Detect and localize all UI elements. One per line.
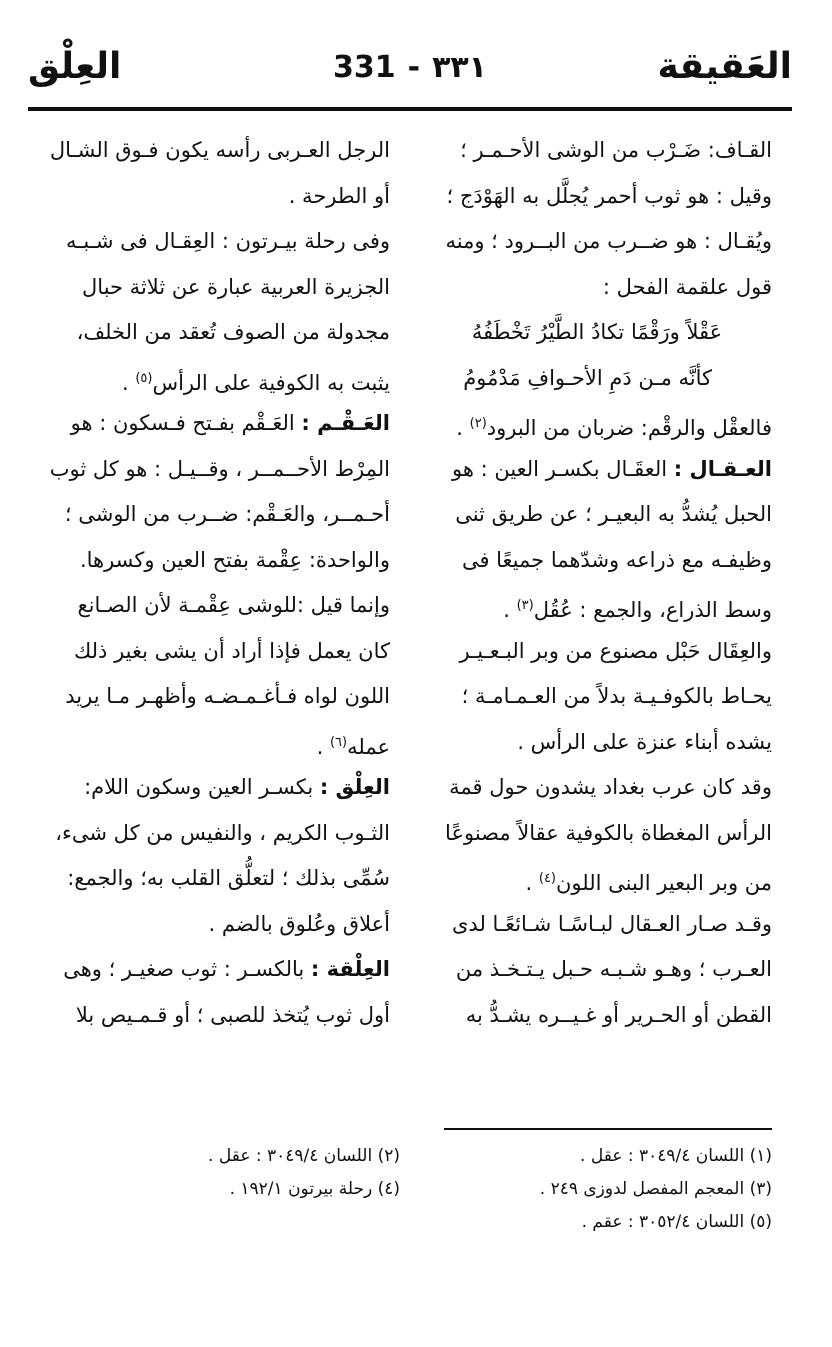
footnote: (٥) اللسان ٣٠٥٢/٤ : عقم .: [581, 1212, 772, 1232]
text-line: [422, 265, 772, 311]
line-text: وإنما قيل :للوشى عِقْمـة لأن الصـانع: [77, 593, 390, 617]
footnote-reference: (٣): [516, 598, 534, 613]
line-punctuation: .: [503, 598, 517, 622]
text-line: [422, 310, 772, 356]
line-text: القـاف: ضَـرْب من الوشى الأحـمـر ؛: [460, 138, 772, 162]
line-text: ويُقـال : هو ضــرب من البــرود ؛ ومنه: [445, 229, 772, 253]
page-number-separator: -: [407, 50, 421, 85]
line-text: مجدولة من الصوف تُعقد من الخلف،: [76, 320, 390, 344]
line-text: وظيفـه مع ذراعه وشدّهما جميعًا فى: [461, 547, 772, 572]
text-line: [40, 856, 390, 902]
footnote: (٤) رحلة بيرتون ١٩٢/١ .: [229, 1179, 400, 1199]
line-text: كان يعمل فإذا أراد أن يشى بغير ذلك: [73, 638, 390, 663]
line-text: كأنَّه مـن دَمِ الأحـوافِ مَدْمُومُ: [463, 365, 712, 390]
line-text: من وبر البعير البنى اللون: [556, 871, 772, 895]
footnote-reference: (٦): [329, 734, 348, 750]
entry-headword: العِلْق :: [319, 775, 390, 799]
text-line: [422, 447, 772, 493]
entry-headword: العِلْقة :: [310, 957, 390, 981]
text-line: [422, 765, 772, 811]
page-header: [28, 38, 792, 108]
text-line: [422, 174, 772, 220]
header-rule: [28, 107, 792, 111]
line-punctuation: .: [121, 370, 136, 395]
line-text: العقَـال بكسـر العين : هو: [451, 456, 674, 481]
line-text: وقـد صـار العـقال لبـاسًـا شـائعًـا لدى: [451, 911, 772, 936]
text-line: [40, 174, 390, 220]
text-line: [40, 265, 390, 311]
left-column: [40, 128, 390, 1038]
page-number: [28, 50, 792, 85]
line-text: بالكسـر : ثوب صغيـر ؛ وهى: [63, 957, 311, 981]
footnote-reference: (٤): [538, 871, 556, 886]
text-line: [422, 629, 772, 675]
text-line: [40, 720, 390, 766]
line-text: عمله: [347, 734, 390, 759]
text-line: [422, 947, 772, 993]
footnote-reference: (٢): [469, 416, 487, 431]
line-text: يشده أبناء عنزة على الرأس .: [517, 729, 772, 754]
line-text: وقد كان عرب بغداد يشدون حول قمة: [449, 775, 772, 799]
text-line: [40, 629, 390, 675]
text-line: [40, 583, 390, 629]
text-line: [40, 765, 390, 811]
line-text: المِرْط الأحــمــر ، وقــيـل : هو كل ثوب: [49, 456, 390, 481]
line-text: سُمِّى بذلك ؛ لتعلُّق القلب به؛ والجمع:: [67, 866, 390, 890]
text-line: [422, 856, 772, 902]
line-text: الجزيرة العربية عبارة عن ثلاثة حبال: [82, 274, 390, 299]
line-text: العَـقْم بفـتح فـسكون : هو: [70, 411, 302, 435]
text-line: [422, 492, 772, 538]
text-line: [40, 492, 390, 538]
text-line: [422, 674, 772, 720]
text-line: [40, 947, 390, 993]
line-text: أحـمــر، والعَـقْم: ضــرب من الوشى ؛: [64, 502, 390, 526]
page-number-latin: 331: [332, 50, 396, 85]
text-line: [40, 310, 390, 356]
text-line: [40, 356, 390, 402]
text-line: [40, 993, 390, 1039]
line-text: اللون لواه فـأغـمـضـه وأظهـر مـا يريد: [65, 684, 390, 708]
text-line: [40, 219, 390, 265]
footnotes-right-column: [412, 1140, 772, 1239]
footnote-rule: [444, 1128, 772, 1130]
line-text: فالعقْل والرقْم: ضربان من البرود: [486, 416, 772, 440]
line-text: وفى رحلة بيـرتون : العِقـال فى شـبـه: [65, 229, 390, 253]
text-line: [40, 401, 390, 447]
body-columns: [40, 128, 772, 1088]
footnote: (١) اللسان ٣٠٤٩/٤ : عقل .: [580, 1146, 772, 1166]
footnotes-left-column: [40, 1140, 400, 1206]
line-text: يثبت به الكوفية على الرأس: [152, 370, 390, 395]
line-text: الرأس المغطاة بالكوفية عقالاً مصنوعًا: [445, 820, 772, 845]
text-line: [422, 902, 772, 948]
text-line: [40, 447, 390, 493]
line-punctuation: .: [456, 416, 470, 440]
line-text: وسط الذراع، والجمع : عُقُل: [533, 598, 772, 622]
text-line: [422, 356, 772, 402]
line-text: العـرب ؛ وهـو شـبـه حـبل يـتـخـذ من: [455, 957, 772, 981]
line-text: والعِقَال حَبْل مصنوع من وبر البـعـيـر: [459, 638, 772, 663]
text-line: [422, 811, 772, 857]
text-line: [40, 811, 390, 857]
entry-headword: العـقـال :: [673, 456, 772, 481]
page-number-arabic: ٣٣١: [432, 50, 487, 85]
text-line: [40, 128, 390, 174]
line-text: بكسـر العين وسكون اللام:: [84, 775, 320, 799]
line-text: أو الطرحة .: [288, 183, 390, 208]
line-punctuation: .: [525, 871, 539, 895]
line-text: والواحدة: عِقْمة بفتح العين وكسرها.: [79, 547, 390, 572]
line-punctuation: .: [316, 734, 330, 759]
footnotes: [40, 1140, 772, 1260]
header-entry-first: العَقيقة: [657, 46, 792, 87]
line-text: أول ثوب يُتخذ للصبى ؛ أو قـمـيص بلا: [75, 1002, 390, 1027]
text-line: [40, 902, 390, 948]
text-line: [422, 538, 772, 584]
footnote-reference: (٥): [135, 370, 153, 386]
line-text: أعلاق وعُلوق بالضم .: [208, 911, 390, 936]
text-line: [422, 219, 772, 265]
text-line: [422, 128, 772, 174]
right-column: [422, 128, 772, 1038]
text-line: [422, 720, 772, 766]
text-line: [40, 674, 390, 720]
line-text: الثـوب الكريم ، والنفيس من كل شىء،: [55, 820, 390, 845]
line-text: القطن أو الحـرير أو غـيــره يشـدُّ به: [465, 1002, 772, 1027]
entry-headword: العَـقْـم :: [301, 411, 390, 435]
line-text: الرجل العـربى رأسه يكون فـوق الشـال: [49, 138, 390, 162]
footnote: (٣) المعجم المفصل لدوزى ٢٤٩ .: [539, 1179, 772, 1199]
line-text: يحـاط بالكوفـيـة بدلاً من العـمـامـة ؛: [461, 684, 772, 708]
text-line: [422, 583, 772, 629]
text-line: [422, 401, 772, 447]
header-entry-last: العِلْق: [28, 46, 122, 87]
text-line: [40, 538, 390, 584]
line-text: وقيل : هو ثوب أحمر يُجلَّل به الهَوْدَج ؛: [446, 183, 772, 208]
line-text: الحبل يُشدُّ به البعيـر ؛ عن طريق ثنى: [455, 502, 772, 526]
text-line: [422, 993, 772, 1039]
line-text: عَقْلاً ورَقْمًا تكادُ الطَّيْرُ تَخْطَفُهُ: [471, 320, 723, 344]
footnote: (٢) اللسان ٣٠٤٩/٤ : عقل .: [208, 1146, 400, 1166]
line-text: قول علقمة الفحل :: [602, 274, 772, 299]
